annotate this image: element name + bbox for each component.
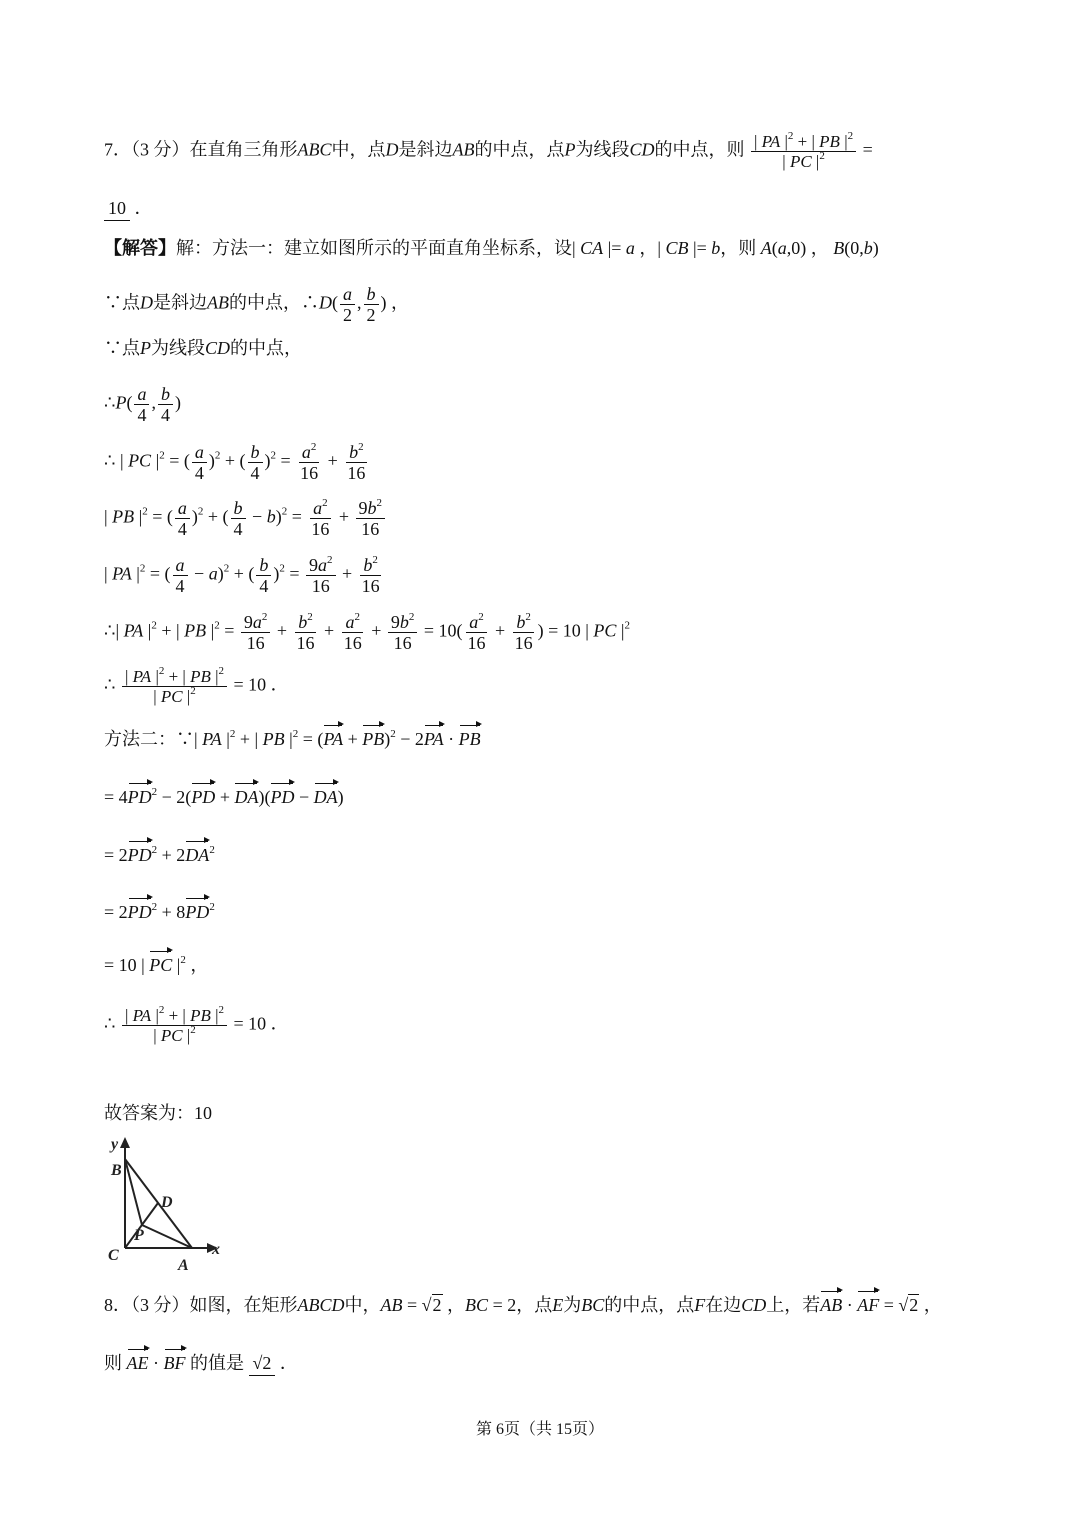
q8-text: 如图，在矩形 [189,1295,298,1315]
label-D: D [161,1194,173,1211]
solution-text: ∵点 [104,338,140,358]
solution-step-P: ∵点P为线段CD的中点， [104,338,303,358]
q7-answer-line [104,196,153,221]
q8-end: ． [279,1353,298,1373]
solution-text: 解：方法一：建立如图所示的平面直角坐标系，设 [176,238,572,258]
q8-text: 上，若 [766,1295,821,1315]
solution-PB: | PB $|^2$ = ( $\frac{a}{4}$ )$^2$ + ( $\frac{b}{4}$ − b)$^2$ = $\frac{a^2}{16}$ + $\frac{9b^2}{16}$ [104,498,387,539]
q8-text: 的中点，点 [604,1295,695,1315]
solution-text: 为线段 [151,338,205,358]
solution-sum: ∴| PA $|^2$ + | PB $|^2$ = $\frac{9a^2}{16}$ + $\frac{b^2}{16}$ + $\frac{a^2}{16}$ + $\frac{9b^2}{16}$ = 10( $\frac{a^2}{16}$ + $\frac{b^2}{16}$ ) = 10 | PC $|^2$ [104,611,631,653]
solution-PC: ∴ | PC $|^2$ = ( $\frac{a}{4}$ )$^2$ + ( $\frac{b}{4}$ )$^2$ = $\frac{a^2}{16}$ + $\frac{b^2}{16}$ [104,441,366,483]
final-answer [104,1101,212,1125]
label-y: y [111,1136,119,1153]
q8-answer: √2 [249,1351,276,1376]
solution-text: 的中点，∴ [229,292,319,313]
q7-text: 在直角三角形 [189,139,298,160]
q8-var: CD [741,1295,767,1315]
solution-method2: 方法二：∵| PA $|^2$ + | PB $|^2 = (PA + PB)^2 - 2PA$ · PB [104,728,481,749]
q7-end: ． [134,198,153,218]
solution-step-D: ∵点D是斜边AB的中点，∴D( $\frac{a}{2}$ , $\frac{b}{2}$ ) ， [104,284,409,325]
solution-text: 是斜边 [153,292,207,313]
q7-text: 的中点，则 [654,139,745,160]
q8-var: BC [581,1295,605,1315]
label-A: A [178,1257,189,1273]
q7-text: 是斜边 [398,139,453,160]
q8-text: ，点 [516,1295,553,1315]
q7-var: ABC [297,139,332,160]
solution-method2-step1: = $4PD^2 - 2(PD + DA)(PD - DA)$ [104,786,344,807]
q8-text: 在边 [705,1295,742,1315]
solution-text: 的中点， [230,338,303,358]
q8-statement: 8．（3 分）如图，在矩形ABCD中，AB = √2 ，BC = 2，点E为BC的中点，点F在边CD上，若AB · AF = √2 ， [104,1295,942,1315]
solution-result-2: ∴ $\frac{| PA |^2 + | PB |^2}{| PC |^2}$ = 10 ． [104,1004,289,1045]
q7-var: D [385,139,399,160]
therefore-sign: ∴ [104,392,116,413]
q7-text: 中，点 [331,139,386,160]
page-footer [0,1416,1080,1439]
q8-score: （3 分） [131,1295,190,1315]
final-answer-text: 故答案为：10 [104,1103,212,1123]
q7-score: （3 分） [131,139,190,160]
solution-method2-step4: = 10 | PC $|^2$ ， [104,954,209,975]
label-x: x [212,1241,220,1258]
label-B: B [111,1162,122,1179]
q7-var: AB [452,139,475,160]
q8-text: 的值是 [190,1353,244,1373]
q7-text: 的中点，点 [474,139,565,160]
solution-method2-step3: = $2PD^2 + 8PD^2$ [104,901,215,922]
q7-statement: 7．（3 分）在直角三角形ABC中，点D是斜边AB的中点，点P为线段CD的中点，则 $\frac{| PA |^2 + | PB |^2}{| PC |^2}$ = [104,130,873,171]
q7-answer: 10 [104,196,130,221]
q8-text: 中， [344,1295,381,1315]
solution-text: 方法二：∵ [104,729,194,749]
q7-ratio-fraction: $\frac{| PA |^2 + | PB |^2}{| PC |^2}$ [751,132,856,171]
solution-intro: 【解答】解：方法一：建立如图所示的平面直角坐标系，设| CA |= a ，| CB |= b，则 A(a,0) ， B(0,b) [104,238,879,258]
page-number: 第 6页（共 15页） [475,1421,604,1438]
label-C: C [108,1247,119,1264]
solution-PA: | PA $|^2$ = ( $\frac{a}{4}$ − a)$^2$ + ( $\frac{b}{4}$ )$^2$ = $\frac{9a^2}{16}$ + $\frac{b^2}{16}$ [104,554,380,596]
q7-var: P [564,139,576,160]
q8-text: 为 [563,1295,582,1315]
coordinate-diagram [100,1133,230,1273]
label-P: P [134,1227,144,1244]
q7-number: 7． [104,139,131,160]
q8-text: 则 [104,1353,122,1373]
solution-result-1: ∴ $\frac{| PA |^2 + | PB |^2}{| PC |^2}$ = 10 ． [104,665,289,706]
q7-var: CD [629,139,655,160]
solution-tag: 【解答】 [104,238,176,258]
q8-answer-line: 则 AE · BF 的值是 √2 ． [104,1351,298,1376]
solution-text: ，则 [720,238,757,258]
q8-var: F [694,1295,706,1315]
y-axis-arrow-icon [120,1137,130,1148]
solution-P-coords: ∴P( $\frac{a}{4}$ , $\frac{b}{4}$ ) [104,384,181,425]
solution-method2-step2: = $2PD^2 + 2DA^2$ [104,844,215,865]
solution-text: ∵点 [104,292,140,313]
q8-var: ABCD [297,1295,345,1315]
q8-var: E [552,1295,564,1315]
q7-text: 为线段 [575,139,630,160]
q8-number: 8． [104,1295,131,1315]
